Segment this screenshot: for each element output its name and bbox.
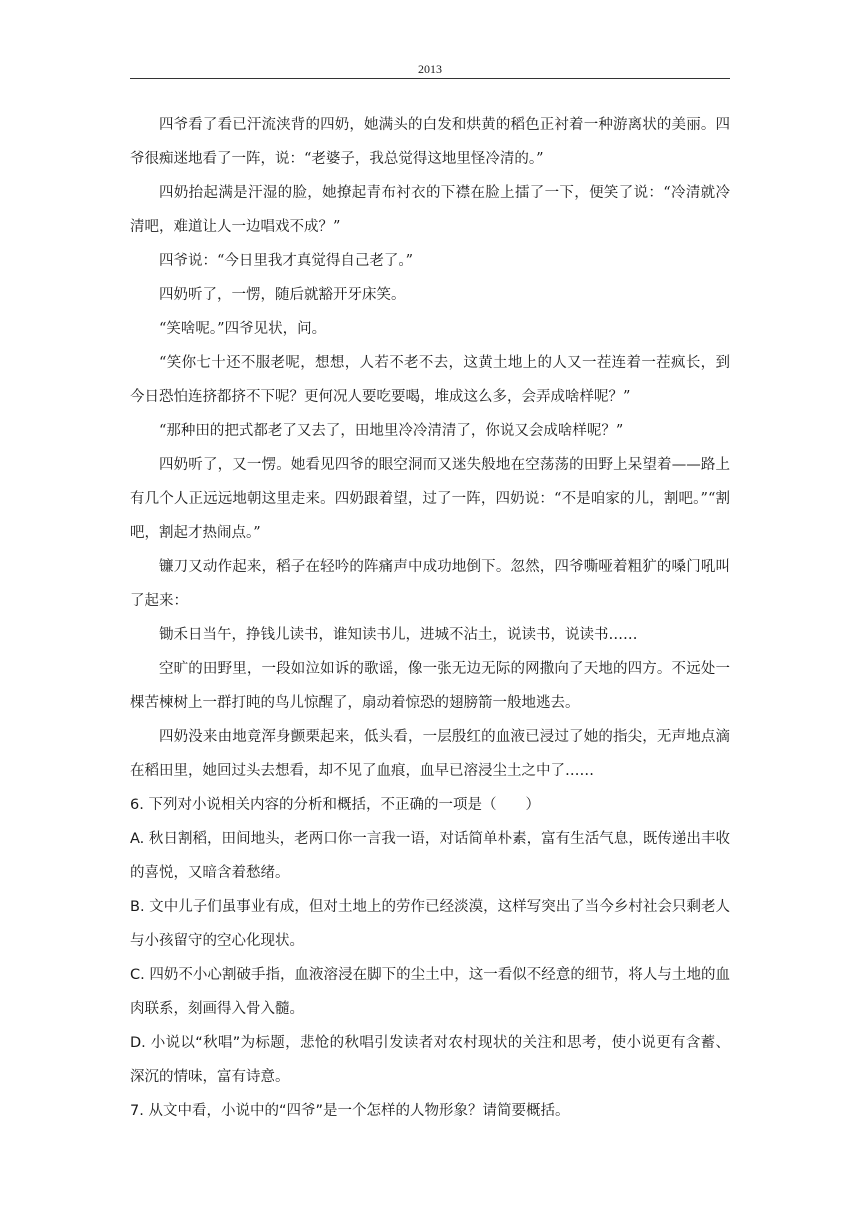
story-paragraph: 四奶抬起满是汗湿的脸，她撩起青布衬衣的下襟在脸上擂了一下，便笑了说：“冷清就冷清吧，难道让人一边唱戏不成？” [130, 185, 730, 235]
question-7-stem: 7. 从文中看，小说中的“四爷”是一个怎样的人物形象？请简要概括。 [130, 1103, 570, 1119]
story-paragraph: 空旷的田野里，一段如泣如诉的歌谣，像一张无边无际的网撒向了天地的四方。不远处一棵苦楝树上一群打盹的鸟儿惊醒了，扇动着惊恐的翅膀箭一般地逃去。 [130, 661, 730, 711]
question-6-option-b: B. 文中儿子们虽事业有成，但对土地上的劳作已经淡漠，这样写突出了当今乡村社会只剩老人与小孩留守的空心化现状。 [130, 899, 730, 949]
story-paragraph: 四奶听了，一愣，随后就豁开牙床笑。 [159, 287, 406, 303]
story-paragraph: “笑啥呢。”四爷见状，问。 [159, 321, 327, 337]
header-rule [130, 78, 730, 79]
story-paragraph: 四奶听了，又一愣。她看见四爷的眼空洞而又迷失般地在空荡荡的田野上呆望着——路上有几个人正远远地朝这里走来。四奶跟着望，过了一阵，四奶说：“不是咱家的儿，割吧。”“割吧，割起才热闹点。” [130, 457, 730, 541]
document-body [130, 108, 730, 1128]
question-6-option-d: D. 小说以“秋唱”为标题，悲怆的秋唱引发读者对农村现状的关注和思考，使小说更有含蓄、深沉的情味，富有诗意。 [130, 1035, 730, 1085]
song-lyric: 锄禾日当午，挣钱儿读书，谁知读书儿，进城不沾土，说读书，说读书…… [159, 627, 638, 643]
question-6-option-a: A. 秋日割稻，田间地头，老两口你一言我一语，对话简单朴素，富有生活气息，既传递出丰收的喜悦，又暗含着愁绪。 [130, 831, 730, 881]
question-6-stem: 6. 下列对小说相关内容的分析和概括，不正确的一项是（ ） [130, 797, 540, 813]
question-6-option-c: C. 四奶不小心割破手指，血液溶浸在脚下的尘土中，这一看似不经意的细节，将人与土地的血肉联系，刻画得入骨入髓。 [130, 967, 730, 1017]
story-paragraph: 四奶没来由地竟浑身颤栗起来，低头看，一层殷红的血液已浸过了她的指尖，无声地点滴在稻田里，她回过头去想看，却不见了血痕，血早已溶浸尘土之中了…… [130, 729, 730, 779]
page-header: 2013 [418, 62, 442, 76]
story-paragraph: “那种田的把式都老了又去了，田地里冷冷清清了，你说又会成啥样呢？” [159, 423, 624, 439]
story-paragraph: 四爷看了看已汗流浃背的四奶，她满头的白发和烘黄的稻色正衬着一种游离状的美丽。四爷很痴迷地看了一阵，说：“老婆子，我总觉得这地里怪冷清的。” [130, 117, 730, 167]
story-paragraph: 四爷说：“今日里我才真觉得自己老了。” [159, 253, 414, 269]
story-paragraph: “笑你七十还不服老呢，想想，人若不老不去，这黄土地上的人又一茬连着一茬疯长，到今日恐怕连挤都挤不下呢？更何况人要吃要喝，堆成这么多，会弄成啥样呢？” [130, 355, 730, 405]
story-paragraph: 镰刀又动作起来，稻子在轻吟的阵痛声中成功地倒下。忽然，四爷嘶哑着粗犷的嗓门吼叫了起来： [130, 559, 730, 609]
